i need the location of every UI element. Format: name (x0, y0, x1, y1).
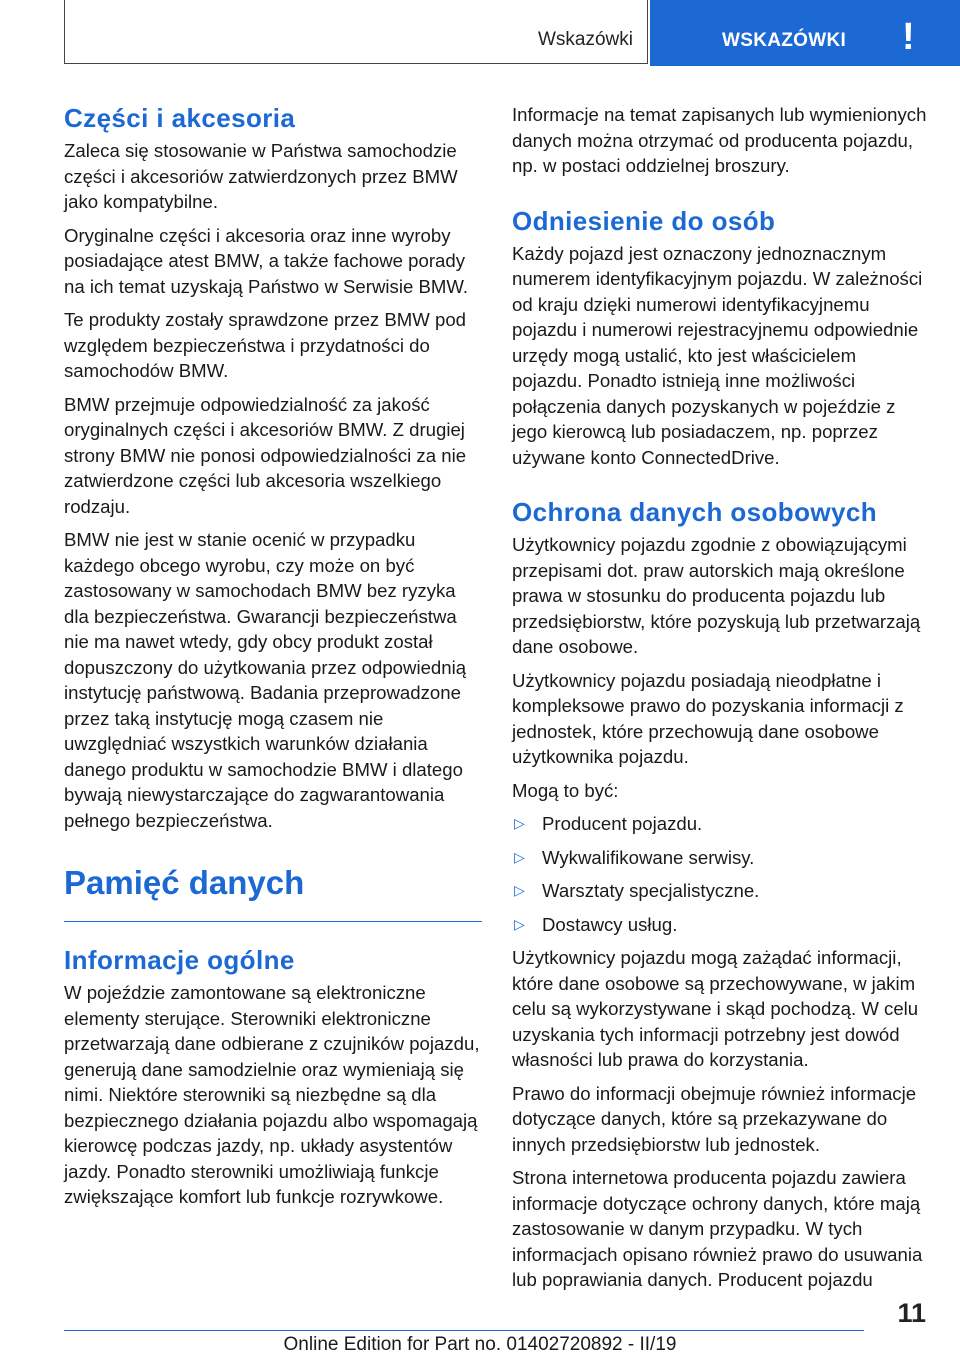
heading-general-info: Informacje ogólne (64, 945, 295, 975)
header-frame (64, 0, 648, 64)
paragraph: Prawo do informacji obejmuje również informacje dotyczące danych, które są przekazywane do innych przedsiębiorstw lub jednostek. (512, 1082, 917, 1155)
heading-parts-accessories: Części i akcesoria (64, 103, 296, 133)
heading-data-memory: Pamięć danych (64, 864, 305, 901)
left-column (64, 102, 482, 1218)
paragraph: Oryginalne części i akcesoria oraz inne wyroby posiadające atest BMW, a także fachowe porady na ich temat uzyskają Państwo w Serwisie BMW. (64, 224, 469, 297)
heading-person-reference: Odniesienie do osób (512, 205, 776, 236)
paragraph: Każdy pojazd jest oznaczony jednoznacznym numerem identyfikacyjnym pojazdu. W zależności od kraju dzięki numerowi identyfikacyjnemu pojazdu i numerowi rejestracyjnemu odpowiednie urzędy mogą ustalić, kto jest właścicielem pojazdu. Ponadto istnieją inne możliwości połączenia danych pozyskanych w pojeździe z jego kierowcą lub posiadaczem, np. poprzez używane konto ConnectedDrive. (512, 242, 923, 468)
footer-divider (64, 1330, 864, 1331)
list-item (512, 845, 928, 871)
right-column (512, 102, 928, 1301)
list-item-text: Warsztaty specjalistyczne. (542, 880, 760, 901)
paragraph: Informacje na temat zapisanych lub wymienionych danych można otrzymać od producenta pojazdu, np. w postaci oddzielnej broszury. (512, 104, 927, 176)
list-item (512, 811, 928, 837)
triangle-bullet-icon: ▷ (514, 915, 525, 932)
heading-data-protection: Ochrona danych osobowych (512, 497, 877, 527)
triangle-bullet-icon: ▷ (514, 815, 525, 831)
paragraph: Te produkty zostały sprawdzone przez BMW pod względem bezpieczeństwa i przydatności do samochodów BMW. (64, 309, 467, 381)
paragraph: Mogą to być: (512, 779, 619, 801)
list-item-text: Dostawcy usług. (542, 913, 678, 935)
paragraph: Strona internetowa producenta pojazdu zawiera informacje dotyczące ochrony danych, które mają zastosowanie w danym przypadku. W tych informacjach opisano również prawo do usuwania lub poprawiania danych. Producent pojazdu (512, 1167, 923, 1290)
heading-divider (64, 903, 482, 922)
header-chapter-label: WSKAZÓWKI (722, 30, 847, 51)
paragraph: Użytkownicy pojazdu zgodnie z obowiązującymi przepisami dot. praw autorskich mają określone prawa w stosunku do producenta pojazdu lub przedsiębiorstw, które pozyskują lub przetwarzają dane osobowe. (512, 534, 921, 657)
paragraph: W pojeździe zamontowane są elektroniczne elementy sterujące. Sterowniki elektroniczne przetwarzają dane odbierane z czujników pojazdu, generują dane samodzielnie oraz wymieniają się nimi. Niektóre sterowniki są niezbędne są dla bezpiecznego działania pojazdu albo wspomagają kierowcę podczas jazdy, np. układy asystentów jazdy. Ponadto sterowniki umożliwiają funkcje zwiększające komfort lub funkcje rozrywkowe. (64, 982, 480, 1207)
footer-edition-text: Online Edition for Part no. 01402720892 - II/19 (283, 1334, 677, 1355)
paragraph: BMW nie jest w stanie ocenić w przypadku każdego obcego wyrobu, czy może on być zastosowany w samochodach BMW bez ryzyka dla bezpieczeństwa. Gwarancji bezpieczeństwa nie ma nawet wtedy, gdy obcy produkt został dopuszczony do użytkowania przez odpowiednią instytucję państwową. Badania przeprowadzone przez taką instytucję mogą czasem nie uwzględniać wszystkich warunków działania danego produktu w samochodzie BMW i dlatego bywają niewystarczające do zagwarantowania pełnego bezpieczeństwa. (64, 529, 467, 831)
page-number: 11 (897, 1298, 926, 1328)
list-item (512, 912, 928, 938)
exclamation-icon: ! (902, 16, 915, 58)
header-chapter-tab (650, 0, 960, 66)
paragraph: BMW przejmuje odpowiedzialność za jakość oryginalnych części i akcesoriów BMW. Z drugiej strony BMW nie ponosi odpowiedzialności za nie zatwierdzone części lub akcesoria wszelkiego rodzaju. (64, 393, 467, 517)
list-item (512, 878, 928, 904)
list-item-text: Producent pojazdu. (542, 813, 703, 834)
list-item-text: Wykwalifikowane serwisy. (542, 846, 755, 868)
header-section-label: Wskazówki (537, 29, 633, 50)
paragraph: Użytkownicy pojazdu posiadają nieodpłatne i kompleksowe prawo do pozyskania informacji z jednostek, które przechowują dane osobowe użytkownika pojazdu. (512, 669, 904, 767)
paragraph: Użytkownicy pojazdu mogą zażądać informacji, które dane osobowe są przechowywane, w jakim celu są wykorzystywane i skąd pochodzą. W celu uzyskania tych informacji potrzebny jest dowód własności lub prawa do korzystania. (512, 947, 919, 1070)
paragraph: Zaleca się stosowanie w Państwa samochodzie części i akcesoriów zatwierdzonych przez BMW jako kompatybilne. (64, 140, 458, 212)
triangle-bullet-icon: ▷ (514, 848, 525, 865)
triangle-bullet-icon: ▷ (514, 882, 525, 898)
